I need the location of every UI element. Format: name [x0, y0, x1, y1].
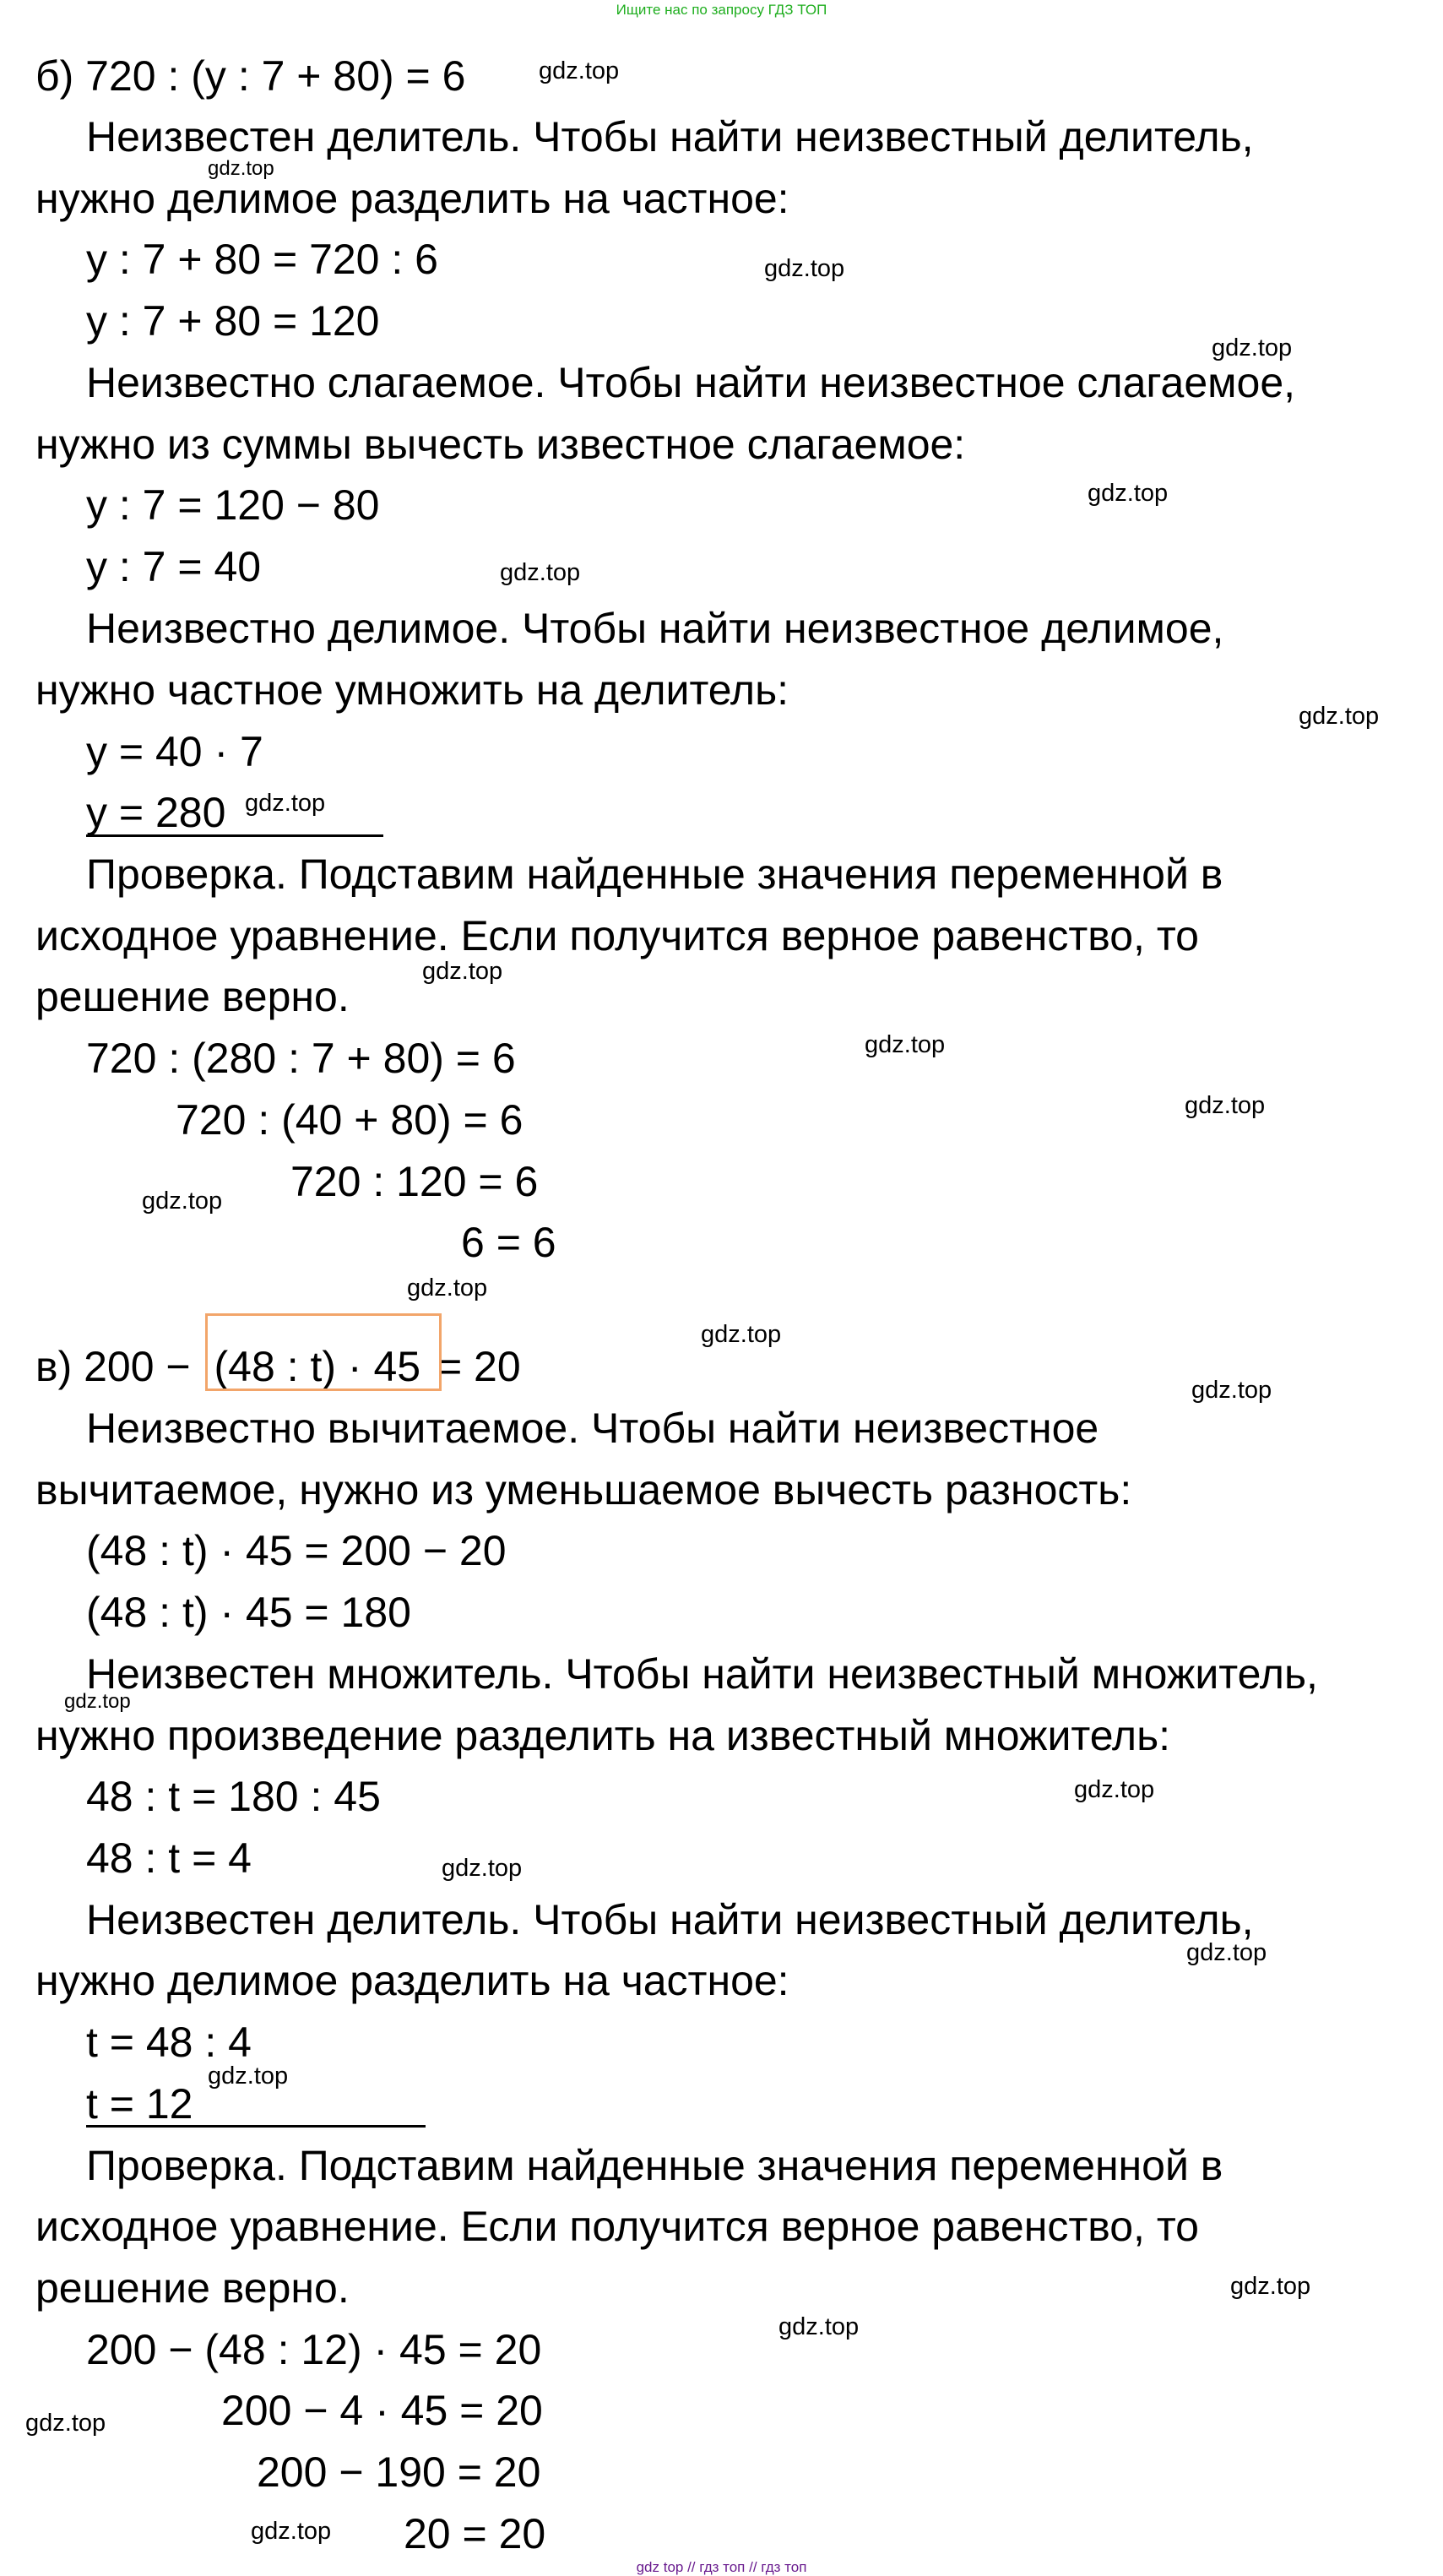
watermark: gdz.top [1186, 1939, 1267, 1966]
watermark: gdz.top [701, 1321, 782, 1348]
part-v-check-text-cont: исходное уравнение. Если получится верное равенство, то [35, 2203, 1199, 2250]
part-v-step1-text: Неизвестно вычитаемое. Чтобы найти неизвестное [86, 1405, 1099, 1452]
part-b-check-equation: 720 : 120 = 6 [290, 1158, 539, 1205]
part-v-check-equation: 20 = 20 [404, 2510, 546, 2557]
task-prefix: в) 200 − [35, 1343, 191, 1390]
part-v-check-equation: 200 − (48 : 12) · 45 = 20 [86, 2326, 542, 2373]
part-v-equation: 48 : t = 4 [86, 1834, 252, 1882]
watermark: gdz.top [25, 2410, 106, 2437]
part-v-step3-text-cont: нужно делимое разделить на частное: [35, 1957, 789, 2004]
part-b-equation: y : 7 = 120 − 80 [86, 481, 380, 529]
part-v-equation: 48 : t = 180 : 45 [86, 1773, 381, 1820]
part-b-step1-text: Неизвестен делитель. Чтобы найти неизвестный делитель, [86, 113, 1254, 160]
part-v-check-text-cont: решение верно. [35, 2264, 350, 2312]
part-v-step3-text: Неизвестен делитель. Чтобы найти неизвестный делитель, [86, 1896, 1254, 1943]
part-b-check-equation: 6 = 6 [461, 1219, 556, 1266]
part-v-answer: t = 12 [86, 2080, 193, 2128]
watermark: gdz.top [1074, 1776, 1155, 1803]
part-b-answer: y = 280 [86, 789, 226, 836]
part-b-check-text: Проверка. Подставим найденные значения переменной в [86, 851, 1223, 898]
part-v-check-text: Проверка. Подставим найденные значения переменной в [86, 2142, 1223, 2189]
watermark: gdz.top [1185, 1092, 1266, 1119]
part-b-equation: y : 7 + 80 = 720 : 6 [86, 236, 438, 283]
watermark: gdz.top [208, 157, 274, 180]
watermark: gdz.top [500, 559, 581, 586]
watermark: gdz.top [865, 1031, 946, 1058]
answer-underline [86, 834, 383, 837]
part-b-equation: y = 40 · 7 [86, 728, 263, 775]
part-b-check-text-cont: решение верно. [35, 973, 350, 1020]
part-v-check-equation: 200 − 4 · 45 = 20 [221, 2387, 543, 2434]
watermark: gdz.top [422, 958, 503, 985]
part-v-equation: (48 : t) · 45 = 180 [86, 1589, 411, 1636]
part-v-step2-text-cont: нужно произведение разделить на известный множитель: [35, 1712, 1171, 1759]
watermark: gdz.top [251, 2518, 332, 2545]
top-banner: Ищите нас по запросу ГДЗ ТОП [616, 2, 827, 18]
watermark: gdz.top [1230, 2273, 1311, 2300]
watermark: gdz.top [442, 1855, 523, 1882]
part-b-step1-text-cont: нужно делимое разделить на частное: [35, 175, 789, 222]
part-v-step2-text: Неизвестен множитель. Чтобы найти неизвестный множитель, [86, 1650, 1318, 1698]
part-b-step3-text-cont: нужно частное умножить на делитель: [35, 666, 789, 714]
part-v-equation: (48 : t) · 45 = 200 − 20 [86, 1527, 507, 1574]
watermark: gdz.top [407, 1274, 488, 1302]
watermark: gdz.top [1299, 703, 1380, 730]
part-b-step2-text-cont: нужно из суммы вычесть известное слагаемое: [35, 421, 966, 468]
watermark: gdz.top [778, 2313, 860, 2340]
task-suffix: = 20 [437, 1343, 521, 1390]
watermark: gdz.top [142, 1187, 223, 1215]
task-boxed-term: (48 : t) · 45 [214, 1343, 421, 1390]
part-b-step3-text: Неизвестно делимое. Чтобы найти неизвестное делимое, [86, 605, 1224, 652]
watermark: gdz.top [1191, 1377, 1272, 1404]
watermark: gdz.top [1088, 480, 1169, 507]
part-v-check-equation: 200 − 190 = 20 [257, 2448, 541, 2496]
part-v-step1-text-cont: вычитаемое, нужно из уменьшаемое вычесть разность: [35, 1466, 1132, 1514]
watermark: gdz.top [764, 255, 845, 282]
part-b-equation: y : 7 = 40 [86, 543, 262, 590]
part-b-check-equation: 720 : (40 + 80) = 6 [176, 1096, 523, 1144]
watermark: gdz.top [245, 790, 326, 817]
part-b-check-text-cont: исходное уравнение. Если получится верное равенство, то [35, 912, 1199, 959]
highlight-box [205, 1313, 442, 1391]
bottom-banner: gdz top // гдз топ // гдз топ [636, 2559, 807, 2575]
watermark: gdz.top [539, 57, 620, 84]
part-b-check-equation: 720 : (280 : 7 + 80) = 6 [86, 1035, 516, 1082]
part-v-equation: t = 48 : 4 [86, 2019, 252, 2066]
part-b-step2-text: Неизвестно слагаемое. Чтобы найти неизвестное слагаемое, [86, 359, 1296, 406]
watermark: gdz.top [64, 1690, 131, 1713]
watermark: gdz.top [1212, 334, 1293, 361]
answer-underline [86, 2125, 426, 2128]
part-b-task: б) 720 : (y : 7 + 80) = 6 [35, 52, 466, 100]
part-b-equation: y : 7 + 80 = 120 [86, 297, 380, 345]
watermark: gdz.top [208, 2062, 289, 2090]
